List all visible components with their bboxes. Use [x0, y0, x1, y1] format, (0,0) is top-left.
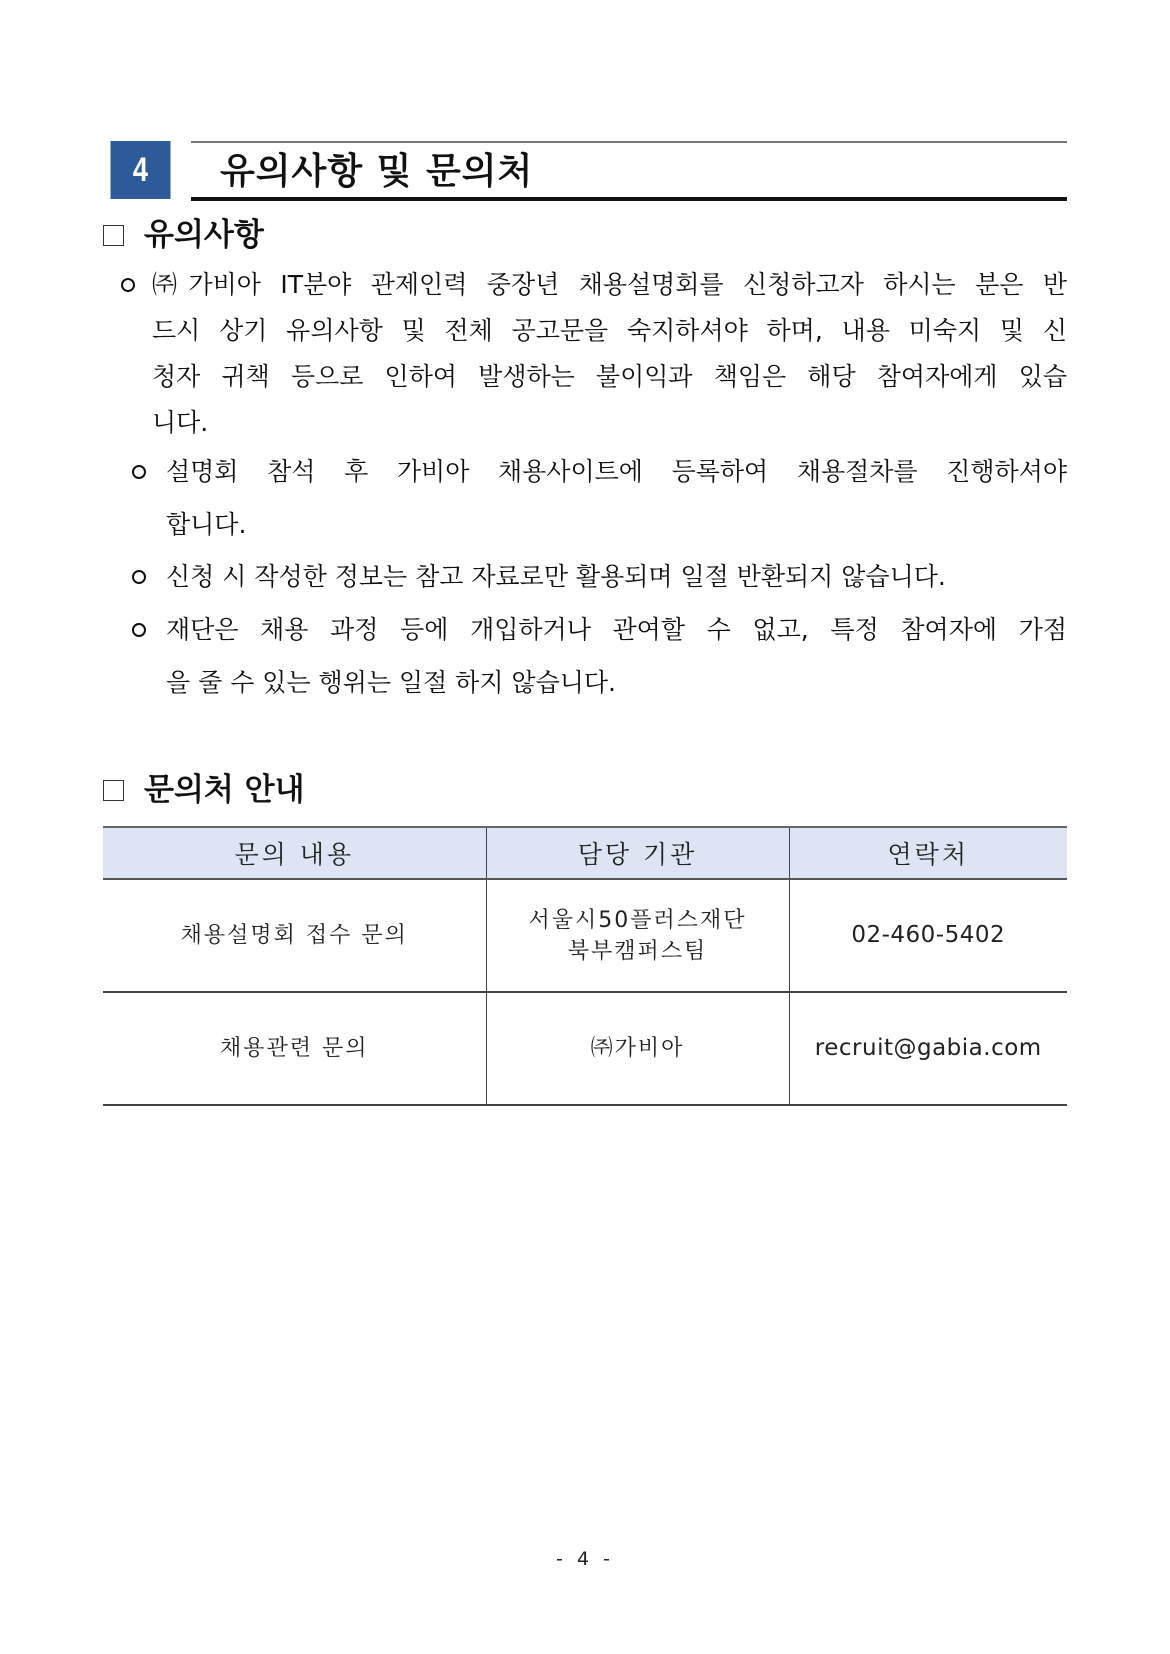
notice-2-line-1: 설명회 참석 후 가비아 채용사이트에 등록하여 채용절차를 진행하셔야: [166, 457, 1067, 486]
organization-line-1: ㈜가비아: [590, 1036, 685, 1061]
notice-1-line-1: ㈜가비아 IT분야 관제인력 중장년 채용설명회를 신청하고자 하시는 분은 반: [152, 270, 1067, 299]
notice-4-line-1: 재단은 채용 과정 등에 개입하거나 관여할 수 없고, 특정 참여자에 가점: [166, 615, 1067, 644]
notice-1-line-2: 드시 상기 유의사항 및 전체 공고문을 숙지하셔야 하며, 내용 미숙지 및 신: [152, 316, 1067, 345]
column-header-inquiry: 문의 내용: [103, 827, 486, 879]
notice-4-line-2: 을 줄 수 있는 행위는 일절 하지 않습니다.: [166, 668, 616, 697]
cell-inquiry: 채용설명회 접수 문의: [103, 879, 486, 992]
section-number-badge: [111, 141, 171, 199]
notice-1-line-3: 청자 귀책 등으로 인하여 발생하는 불이익과 책임은 해당 참여자에게 있습: [152, 362, 1067, 391]
section-number: 4: [132, 150, 149, 189]
notices-heading: [103, 215, 264, 255]
contacts-table: [103, 826, 1067, 1106]
section-top-rule: [191, 141, 1067, 143]
square-bullet-icon: [103, 225, 124, 246]
notice-3-line-1: 신청 시 작성한 정보는 참고 자료로만 활용되며 일절 반환되지 않습니다.: [166, 562, 946, 591]
organization-line-2: 북부캠퍼스팀: [567, 938, 708, 964]
square-bullet-icon: [103, 780, 124, 801]
circle-bullet-icon: [132, 465, 146, 479]
cell-organization: [486, 879, 789, 992]
circle-bullet-icon: [132, 570, 146, 584]
notice-1-line-4: 니다.: [152, 408, 209, 437]
section-bottom-rule: [191, 197, 1067, 201]
table-header-row: [103, 827, 1067, 879]
notice-2-line-2: 합니다.: [166, 510, 247, 539]
contacts-heading: [103, 770, 305, 810]
organization-line-1: 서울시50플러스재단: [528, 907, 747, 933]
cell-inquiry: 채용관련 문의: [103, 992, 486, 1105]
table-row: [103, 879, 1067, 992]
cell-phone: 02-460-5402: [789, 879, 1067, 992]
page-number: - 4 -: [556, 1548, 614, 1570]
column-header-contact: 연락처: [789, 827, 1067, 879]
cell-organization: [486, 992, 789, 1105]
notices-heading-label: 유의사항: [144, 217, 264, 253]
contacts-heading-label: 문의처 안내: [144, 772, 305, 808]
table-row: [103, 992, 1067, 1105]
circle-bullet-icon: [121, 278, 135, 292]
section-title: 유의사항 및 문의처: [220, 151, 534, 192]
circle-bullet-icon: [132, 623, 146, 637]
cell-email[interactable]: recruit@gabia.com: [789, 992, 1067, 1105]
column-header-organization: 담당 기관: [486, 827, 789, 879]
